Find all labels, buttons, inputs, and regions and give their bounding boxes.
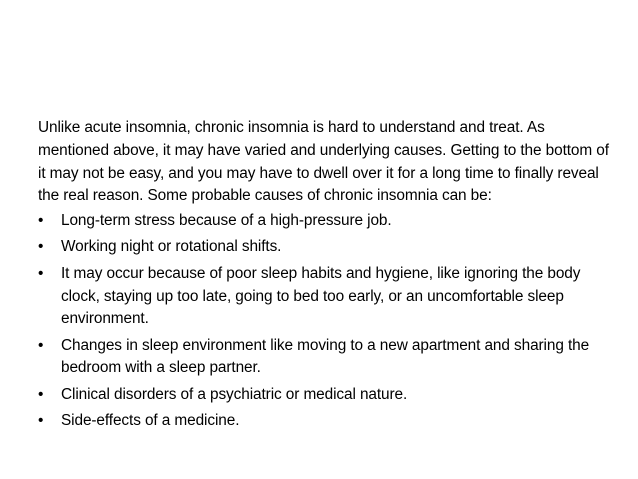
bullet-icon: • [38,212,44,230]
slide-body [38,117,610,436]
list-item [38,263,610,331]
list-item-text: Side-effects of a medicine. [61,412,240,430]
list-item-text: Working night or rotational shifts. [61,238,282,256]
list-item [38,210,610,233]
list-item [38,236,610,259]
list-item-text: Long-term stress because of a high-pressure job. [61,212,392,230]
causes-list [38,210,610,433]
bullet-icon: • [38,264,44,282]
list-item-text: It may occur because of poor sleep habits and hygiene, like ignoring the body clock, staying up too late, going to bed too early, or an uncomfortable sleep environment. [61,264,581,328]
bullet-icon: • [38,412,44,430]
bullet-icon: • [38,336,44,354]
list-item [38,335,610,381]
bullet-icon: • [38,385,44,403]
intro-paragraph: Unlike acute insomnia, chronic insomnia is hard to understand and treat. As mentioned above, it may have varied and underlying causes. Getting to the bottom of it may not be easy, and you may have to dwell over it for a long time to finally reveal the real reason. Some probable causes of chronic insomnia can be: [38,119,609,205]
bullet-icon: • [38,238,44,256]
list-item-text: Clinical disorders of a psychiatric or medical nature. [61,385,408,403]
list-item [38,384,610,407]
list-item-text: Changes in sleep environment like moving to a new apartment and sharing the bedroom with a sleep partner. [61,336,590,377]
list-item [38,410,610,433]
